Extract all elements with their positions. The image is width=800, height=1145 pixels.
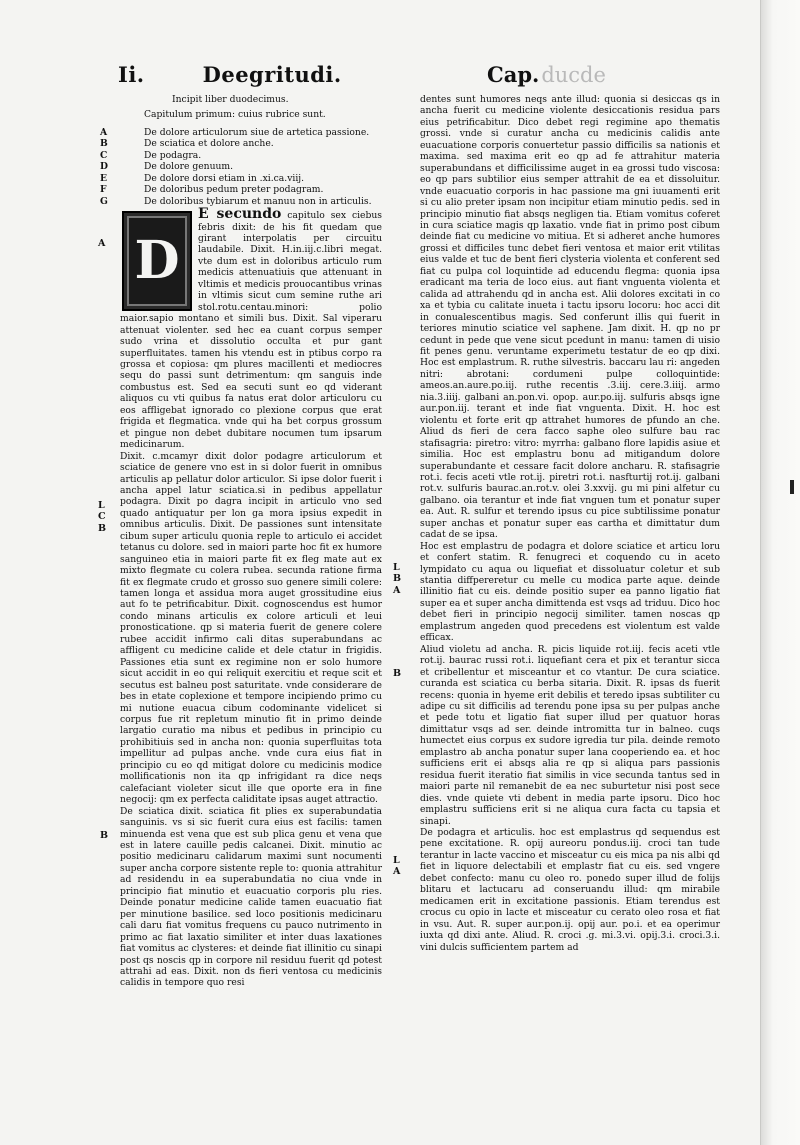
text-paragraph: De sciatica dixit. sciatica fit plies ex superabundatia sanguinis. vs si sic fuerit cura eius est facilis: tamen minuenda est vena que est sub plica genu et vena que est in latere cauille pedis calcanei. Dixit. minutio ac positio medicinaru calidarum maximi sunt nocumenti super ancha corpore sistente reple to: quonia attrahitur ad residendu in ea superabundatia no ciua vnde in principio fiat minutio et euacuatio corporis plu ries. Deinde ponatur medicine calide tamen euacuatio fiat per minutione basilice. sed loco positionis medicinaru cali daru fiat vomitus frequens cu pauco nutrimento in primo ac fiat laxatio similiter et inter duas laxationes fiat vomitus ac clysteres: et deinde fiat illinitio cu sinapi post qs noscis qp in corpore nil residuu fuerit qd potest attrahi ad eas. Dixit. non ds fieri ventosa cu medicinis calidis in tempore quo resi [120, 805, 382, 989]
rubric-text: De dolore dorsi etiam in .xi.ca.viij. [144, 172, 305, 184]
book-incipit: Incipit liber duodecimus. [172, 94, 289, 105]
running-head-right [487, 62, 606, 87]
text-paragraph: De podagra et articulis. hoc est emplastrus qd sequendus est pene excitatione. R. opij aureoru pondus.iij. croci tan tude terantur in lacte vaccino et misceatur cu eis mica pa nis albi qd fiet in liquore delectabili et emplastr fiat cu eis. sed vngere debet confecto: manu cu oleo ro. ponedo super illud de folijs blitaru et lactucaru ad conseruandu illud: qm mirabile medicamen erit in excitatione passionis. Etiam terendus est crocus cu opio in lacte et misceatur cu cerato oleo rosa et fiat in vsu. Aut. R. super aur.pon.ij. opij aur. po.i. et ea operimur iuxta qd dixi ante. Aliud. R. croci .g. mi.3.vi. opij.3.i. croci.3.i. vini dulcis sufficientem partem ad [420, 827, 720, 953]
running-title-right: Cap. [487, 62, 540, 87]
rubric-item [100, 184, 382, 196]
rubric-text: De doloribus pedum preter podagram. [144, 184, 324, 196]
margin-letter: A [393, 866, 401, 878]
margin-letter-group [393, 562, 401, 596]
margin-letter: B [98, 522, 107, 534]
rubric-item [100, 138, 382, 150]
rubric-text: De podagra. [144, 149, 202, 161]
rubric-text: De sciatica et dolore anche. [144, 138, 274, 150]
rubric-letter: D [100, 161, 108, 173]
rubric-item [100, 149, 382, 161]
decorated-initial: D [122, 211, 192, 311]
running-title-left: Deegritudi. [202, 62, 342, 87]
folio-number: Ii. [118, 62, 145, 87]
margin-letter: L [393, 562, 400, 573]
margin-letter: L [98, 500, 105, 511]
rubric-list [100, 126, 382, 207]
rubric-letter: A [100, 126, 108, 138]
text-paragraph: dentes sunt humores neqs ante illud: quonia si desiccas qs in ancha fuerit cu medicine violente desiccationis residua pars eius petrificabitur. Dico debet regi regimine apo thematis grossi. vnde si curatur ancha cu medicinis calidis ante euacuatione corporis conuertetur passio difficilis sa nationis et maxima. sed maxima erit eo qp ad fe attrahitur materia superabundans et difficilissime auget in ea grossi tudo viscosa: eo qp pars subtilior eius semper attrahit de ea et dissoluitur. vnde euacuatio corporis in hac passione ma gni iuuamenti erit si cu alio preter ipsam non incipitur etiam minutio pedis. sed in principio minutio fiat absqs negligen tia. Etiam vomitus coferet in cura sciatice magis qp laxatio. vnde fiat in primo post cibum deinde fiat cu medicine vo mitiua. Et si adheret anche humores grossi et difficiles tunc debet fieri ventosa et maior erit vtilitas eius valde et tuc de bent fieri clysteria violenta et conferent sed fiat cu pulpa col loquintide ad educendu flegma: quonia ipsa eradicant ma teria de loco eius. aut fiant vnguenta violenta et calida ad attrahendu qd in ancha est. Alii dolores excitati in co xa et tybia cu calitate inueta i tactu ipsoru locoru: hoc acci dit in conualescentibus magis. Sed conferunt illis qui fuerit in teriores minutio sciatice vel saphene. Jam dixit. H. qp no pr cedunt in pede que vene sicut pcedunt in manu: tamen di uisio fit penes genu. veruntame experimetu testatur de eo qp dixi. Hoc est emplastrum. R. ruthe silvestris. baccaru lau ri: angeden nitri: abrotani: cordumeni pulpe colloquintide: ameos.an.aure.po.iij. ruthe recentis .3.iij. cere.3.iiij. armo nia.3.iiij. galbani an.pon.vi. opop. aur.po.iij. sulfuris absqs igne aur.pon.iij. terant et inde fiat vnguenta. Dixit. H. hoc est violentu et forte erit qp attrahet humores de pfundo an che. Aliud ds fieri de cera facco saphe oleo sulfure bau rac stafisagria: piretro: vitro: myrrha: galbano flore lapidis asiue et similia. Hoc est emplastru bonu ad mitigandum dolore superabundante et cessare facit dolore ancharu. R. stafisagrie rot.i. fecis aceti vtle rot.ij. piretri rot.i. nasfturtij rot.ij. galbani rot.v. sulfuris baurac.an.rot.v. olei 3.xxvij. gu mi pini alfetur cu galbano. oia terantur et inde fiat vnguen tum et ponatur super ea. Aut. R. sulfur et terendo ipsus cu pice subtilissime ponatur super anchas et ponatur super eas cartha et dimittatur dum cadat de se ipsa. [420, 94, 720, 541]
text-paragraph: Hoc est emplastru de podagra et dolore sciatice et articu loru et confert statim. R. fenugreci et coquendo cu in aceto lympidato cu aqua ou liquefiat et dissoluatur coletur et sub stantia diffpereretur cu melle cu modica parte aque. deinde illinitio fiat cu eis. deinde positio super ea panno ligatio fiat super ea et super ancha dimittenda est vsqs ad triduu. Dico hoc debet fieri in principio negocij similiter. tamen noscas qp emplastrum angeden quod precedens est violentum est valde efficax. [420, 540, 720, 644]
left-column [100, 94, 382, 989]
opening-words: E secundo [198, 206, 282, 223]
rubric-text: De dolore articulorum siue de artetica passione. [144, 126, 370, 138]
rubric-letter: C [100, 149, 108, 161]
rubric-letter: F [100, 184, 107, 196]
margin-letter: B [393, 668, 402, 679]
text-paragraph: Aliud violetu ad ancha. R. picis liquide rot.iij. fecis aceti vtle rot.ij. baurac russi rot.i. liquefiant cera et pix et terantur sicca et cribellentur et misceantur et co vtantur. De cura sciatice. curanda est sciatica cu berba sitaria. Dixit. R. ipsas ds fuerit recens: quonia in hyeme erit debilis et teredo ipsas subtiliter cu adipe cu sit difficilis ad terendu pone ipsa su per pulpas anche et pede totu et ligatio fiat super illud per quatuor horas dimittatur vsqs ad ser. deinde intromitta tur in balneo. cuqs humectet eius corpus ex sudore igredia tur pila. deinde remoto emplastro ab ancha ponatur super lana cooperiendo ea. et hoc sufficiens erit ei absqs alia re qp si aliqua pars passionis residua fuerit iteratio fiat similis in vice secunda tantus sed in maiori parte nil remanebit de ea nec suburtetur nisi post sece dies. vnde quiete vti debent in media parte ipsoru. Dico hoc emplastru sufficiens erit si ne aliqua cura facta cu tapsia et sinapi. [420, 643, 720, 827]
right-column [420, 94, 720, 953]
rubric-item [100, 161, 382, 173]
margin-letter: L [393, 855, 400, 866]
rubric-letter: G [100, 195, 108, 207]
chapter-heading: Capitulum primum: cuius rubrice sunt. [144, 109, 326, 121]
margin-letter-group [98, 500, 106, 534]
rubric-item [100, 195, 382, 207]
running-head-left [118, 62, 342, 87]
rubric-letter: B [100, 138, 108, 150]
margin-letter-group [393, 855, 400, 878]
rubric-text: De dolore genuum. [144, 161, 234, 173]
bleed-through-text: ducde [541, 63, 606, 87]
rubric-item [100, 126, 382, 138]
margin-letter: C [98, 511, 106, 523]
text-paragraph: Dixit. c.mcamyr dixit dolor podagre articulorum et sciatice de genere vno est in si dolor fuerit in omnibus articulis ap pellatur dolor articulor. Si ipse dolor fuerit i ancha appel latur sciatica.si in pedibus appellatur podagra. Dixit po dagra incipit in articulo vno sed quado antiquatur per lon ga mora ipsius expedit in omnibus articulis. Dixit. De passiones sunt intensitate cibum super articulu quonia reple to articulo ei accidet tetanus cu dolore. sed in maiori parte hoc fit ex humore sanguineo etia in maiori parte fit ex fleg mate aut ex mixto flegmate cu colera rubea. secunda ratione firma fit ex flegmate crudo et grosso suo genere simili colere: tamen longa et assidua mora auget grossitudine eius aut fo te petrificabitur. Dixit. cognoscendus est humor condo minans articulis ex colore articuli et leui pronosticatione. qp si materia fuerit de genere colere rubee accidit infirmo cali ditas superabundans ac affligent cu medicine calide et dele ctatur in frigidis. Passiones etia sunt ex regimine non er solo humore sicut accidit in eo qui reliquit exercitiu et reque scit et secutus est balneu post saturitate. vnde considerare de bes in etate coplexione et tempore incipiendo primo cu mi nutione euacua cibum codominante videlicet si corpus fue rit repletum minutio fit in primo deinde largatio curatio ma nibus et pedibus in principio cu prohibitiuis sed in ancha non: quonia superfluitas tota impellitur ad pulpas anche. vnde cura eius fiat in principio cu eo qd mitigat dolore cu medicinis modice mollificationis non ita qp infrigidant ra dice neqs calefaciant violeter sicut ille que oporte era in fine negocij: qm ex perfecta caliditate ipsas auget attractio. [120, 450, 382, 806]
rubric-letter: E [100, 172, 108, 184]
margin-letter: A [98, 238, 106, 249]
page-edge [760, 0, 800, 1145]
rubric-text: De doloribus tybiarum et manuu non in articulis. [144, 195, 372, 207]
margin-letter: B [100, 830, 109, 841]
page-edge-mark [790, 480, 794, 494]
rubric-item [100, 172, 382, 184]
paragraph-text: capitulo sex ciebus febris dixit: de his fit quedam que girant interpolatis per circuitu laudabile. Dixit. H.in.iij.c.libri megat. vte dum est in doloribus articulo rum medicis attenuatiuis que attenuant in vltimis et medicis prouocantibus vrinas in vltimis sicut cum semine ruthe ari stol.rotu.centau.minori: polio maior.sapio montano et simili bus. Dixit. Sal viperaru attenuat violenter. sed hec ea cuant corpus semper sudo vrina et dissolutio occulta et pur gant superfluitates. tamen his vtendu est in ptibus corpo ra grossa et copiosa: qm plures macillenti et mediocres sequ do passi sunt detrimentum: qm sanguis inde combustus est. Sed ea secuti sunt eo qd viderant aliquos cu vti quibus fa natus erat dolor articuloru cu eos affligebat ignorado co plexione corpus que erat frigida et flegmatica. vnde qui ha bet corpus grossum et pingue non debet dubitare nocumen tum ipsarum medicinarum. [120, 210, 382, 451]
margin-letter: B [393, 573, 402, 585]
margin-letter: A [393, 584, 401, 596]
